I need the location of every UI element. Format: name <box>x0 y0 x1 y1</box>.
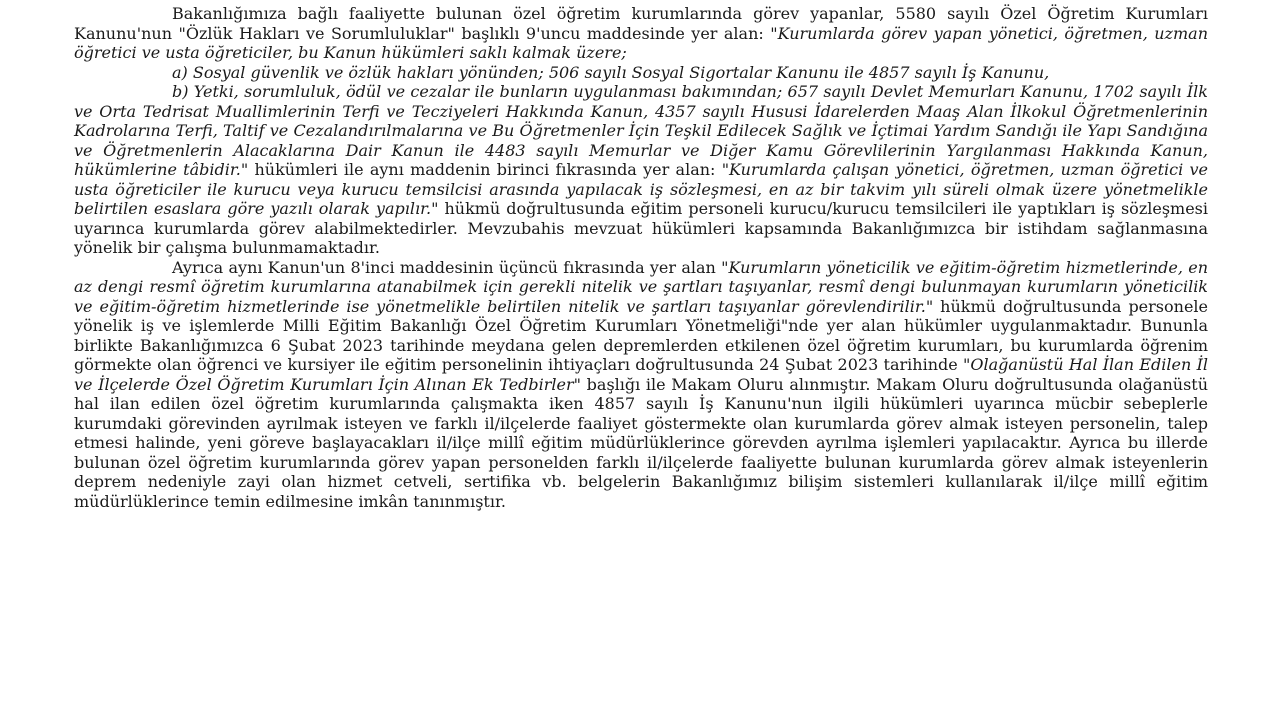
item-b-text-2: hükmü doğrultusunda eğitim personeli kurucu/kurucu temsilcileri ile yaptıkları iş sözleşmesi uyarınca kurumlarda görev alabilmektedirler. Mevzubahis mevzuat hükümleri kapsamında Bakanlığımızca bir istihdam sağlanmasına yönelik bir çalışma bulunmamaktadır. <box>74 199 1209 257</box>
item-b-quote-2: "Kurumlarda çalışan yönetici, öğretmen, uzman öğretici ve usta öğreticiler ile kurucu veya kurucu temsilcisi arasında yapılacak iş sözleşmesi, en az bir takvim yılı süreli olmak üzere yönetmelikle belirtilen esaslara göre yazılı olarak yapılır." <box>74 160 1209 218</box>
item-b <box>74 82 1208 258</box>
intro-text: Bakanlığımıza bağlı faaliyette bulunan özel öğretim kurumlarında görev yapanlar, 5580 sayılı Özel Öğretim Kurumları Kanunu'nun "Özlük Hakları ve Sorumluluklar" başlıklı 9'uncu maddesinde yer alan: <box>74 4 1208 43</box>
second-text-1: Ayrıca aynı Kanun'un 8'inci maddesinin üçüncü fıkrasında yer alan <box>172 257 722 277</box>
item-b-text-1: hükümleri ile aynı maddenin birinci fıkrasında yer alan: <box>248 160 722 179</box>
item-a: a) Sosyal güvenlik ve özlük hakları yönünden; 506 sayılı Sosyal Sigortalar Kanunu ile 4857 sayılı İş Kanunu, <box>172 62 1050 82</box>
document-body <box>74 4 1208 511</box>
paragraph-second <box>74 258 1208 512</box>
paragraph-intro <box>74 4 1208 63</box>
second-text-2: hükmü doğrultusunda personele yönelik iş ve işlemlerde Milli Eğitim Bakanlığı Özel Öğretim Kurumları Yönetmeliği"nde yer alan hükümler uygulanmaktadır. Bununla birlikte Bakanlığımızca 6 Şubat 2023 tarihinde meydana gelen depremlerden etkilenen özel öğretim kurumları, bu kurumlarda öğrenim görmekte olan öğrenci ve kursiyer ile eğitim personelinin ihtiyaçları doğrultusunda 24 Şubat 2023 tarihinde <box>74 296 1208 374</box>
second-quote-2: "Olağanüstü Hal İlan Edilen İl ve İlçelerde Özel Öğretim Kurumları İçin Alınan Ek Tedbirler" <box>74 355 1209 394</box>
intro-quote: "Kurumlarda görev yapan yönetici, öğretmen, uzman öğretici ve usta öğreticiler, bu Kanun hükümleri saklı kalmak üzere; <box>74 23 1209 62</box>
second-text-3: başlığı ile Makam Oluru alınmıştır. Makam Oluru doğrultusunda olağanüstü hal ilan edilen özel öğretim kurumlarında çalışmakta iken 4857 sayılı İş Kanunu'nun ilgili hükümleri uyarınca mücbir sebeplerle kurumdaki görevinden ayrılmak isteyen ve farklı il/ilçelerde faaliyet göstermekte olan kurumlarda görev almak isteyen personelin, talep etmesi halinde, yeni göreve başlayacakları il/ilçe millî eğitim müdürlüklerince görevden ayrılma işlemleri yapılacaktır. Ayrıca bu illerde bulunan özel öğretim kurumlarında görev yapan personelden farklı il/ilçelerde faaliyette bulunan kurumlarda görev almak isteyenlerin deprem nedeniyle zayi olan hizmet cetveli, sertifika vb. belgelerin Bakanlığımız bilişim sistemleri kullanılarak il/ilçe millî eğitim müdürlüklerince temin edilmesine imkân tanınmıştır. <box>74 374 1209 511</box>
second-quote-1: "Kurumların yöneticilik ve eğitim-öğretim hizmetlerinde, en az dengi resmî öğretim kurumlarına atanabilmek için gerekli nitelik ve şartları taşıyanlar, resmî dengi bulunmayan kurumların yöneticilik ve eğitim-öğretim hizmetlerinde ise yönetmelikle belirtilen nitelik ve şartları taşıyanlar görevlendirilir." <box>74 257 1209 316</box>
item-b-quote: b) Yetki, sorumluluk, ödül ve cezalar ile bunların uygulanması bakımından; 657 sayılı Devlet Memurları Kanunu, 1702 sayılı İlk ve Orta Tedrisat Muallimlerinin Terfi ve Tecziyeleri Hakkında Kanun, 4357 sayılı Hususi İdarelerden Maaş Alan İlkokul Öğretmenlerinin Kadrolarına Terfi, Taltif ve Cezalandırılmalarına ve Bu Öğretmenler İçin Teşkil Edilecek Sağlık ve İçtimai Yardım Sandığı ile Yapı Sandığına ve Öğretmenlerin Alacaklarına Dair Kanun ile 4483 sayılı Memurlar ve Diğer Kamu Görevlilerinin Yargılanması Hakkında Kanun, hükümlerine tâbidir." <box>74 82 1208 179</box>
